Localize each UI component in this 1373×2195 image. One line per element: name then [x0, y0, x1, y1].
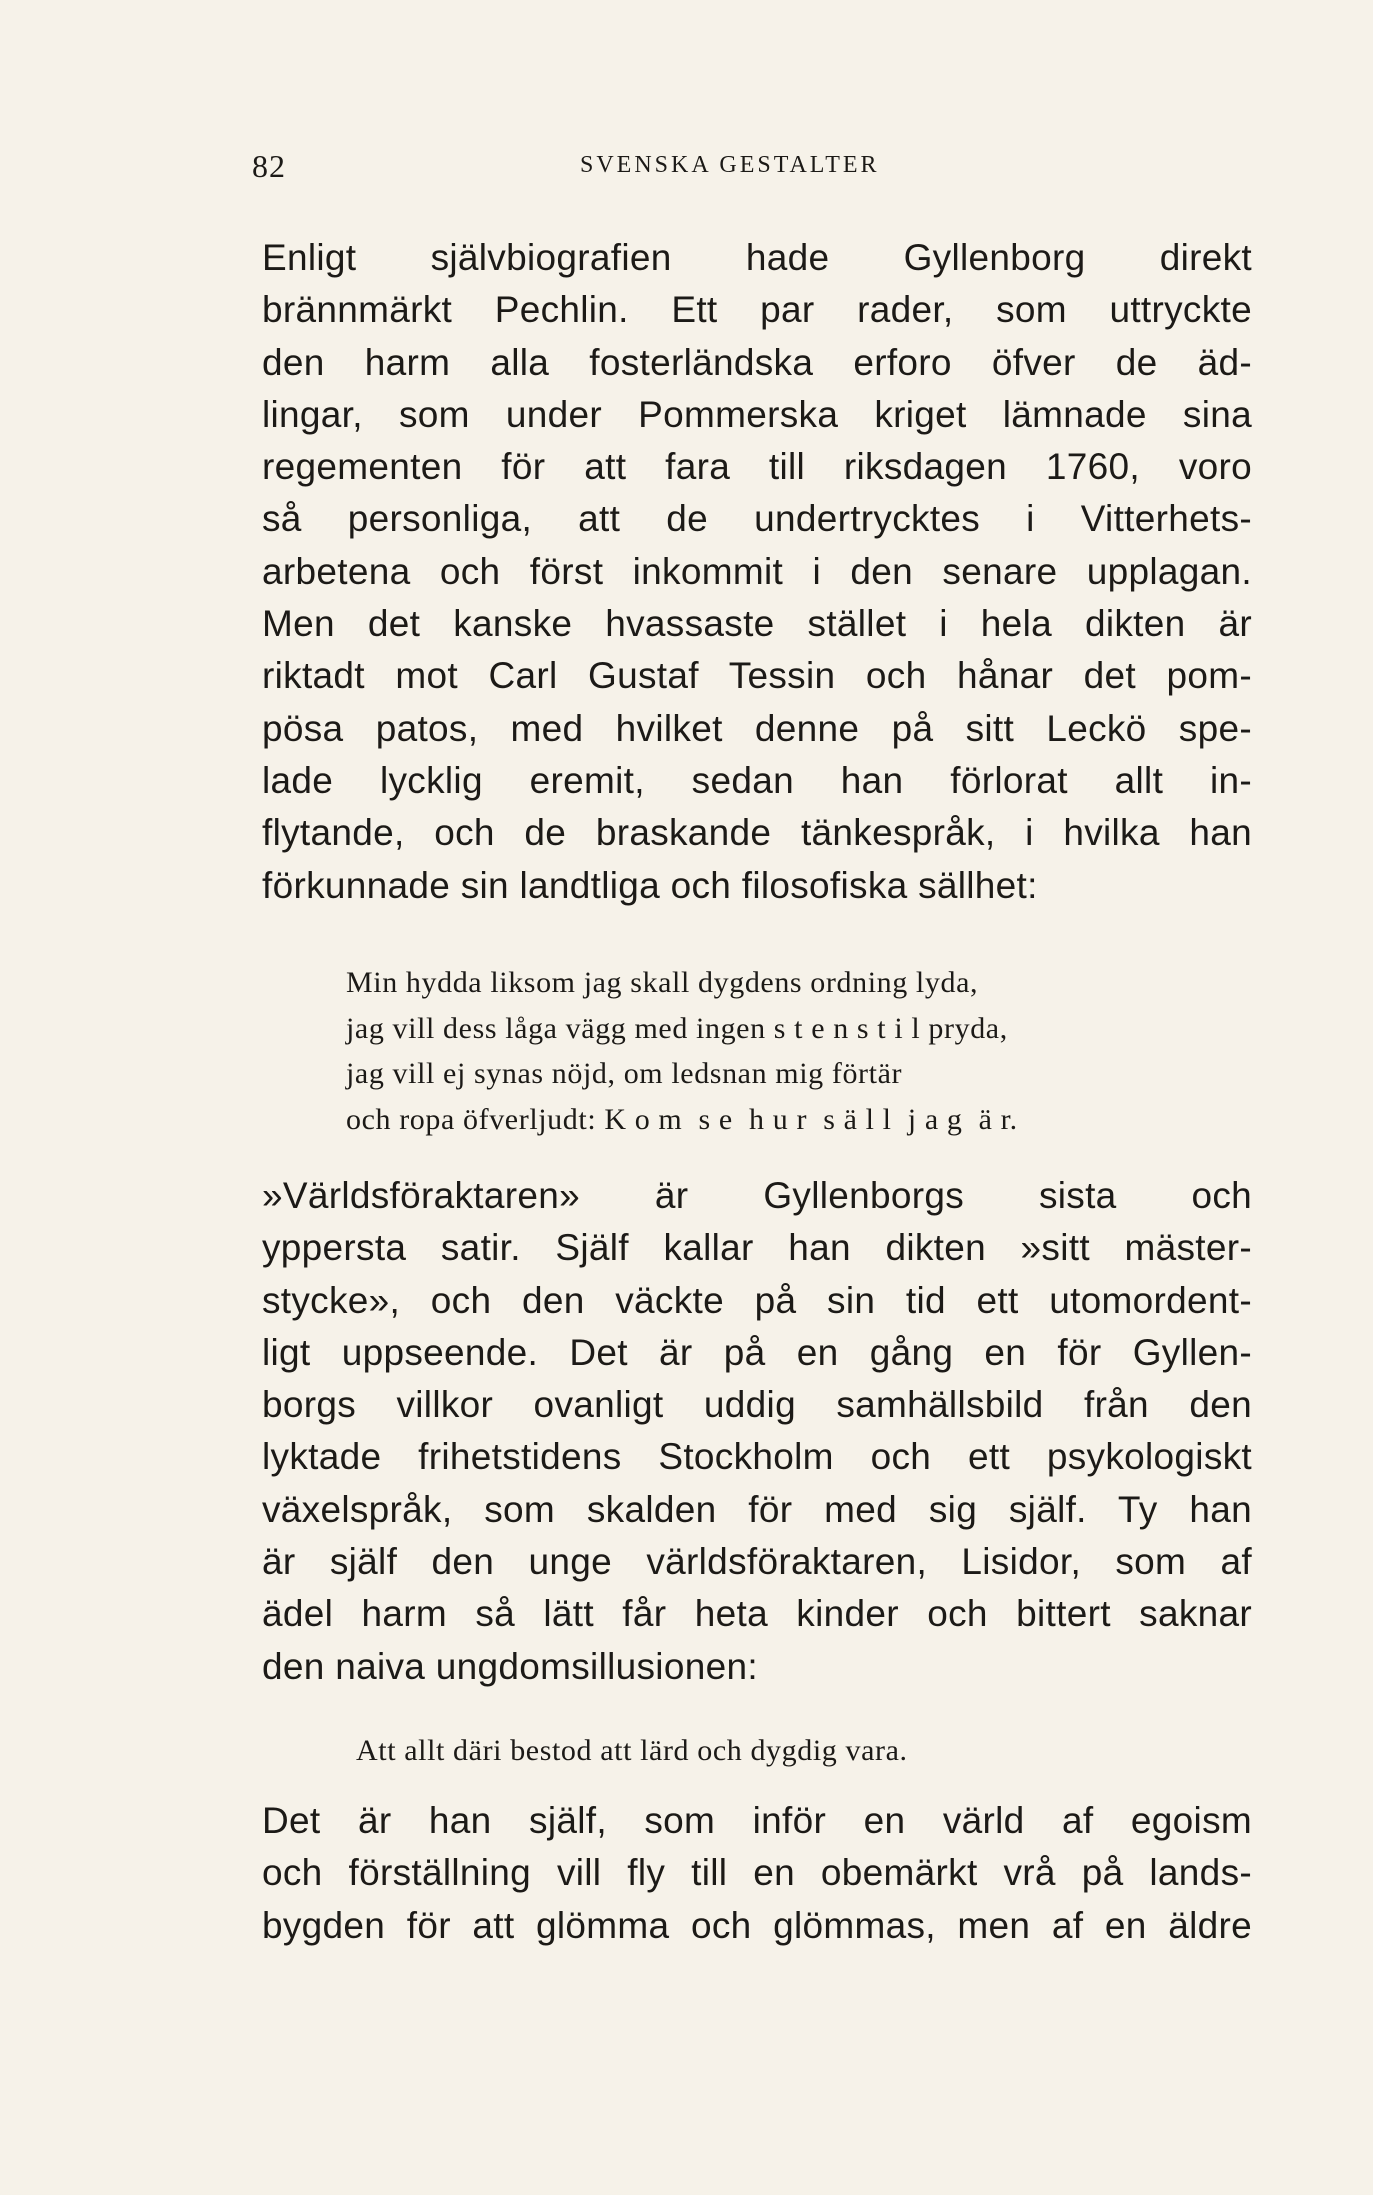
verse-line: Att allt däri bestod att lärd och dygdig vara.: [356, 1734, 908, 1767]
text-line: arbetena och först inkommit i den senare upplagan.: [262, 550, 1252, 592]
running-head: SVENSKA GESTALTER: [580, 152, 880, 178]
text-line: lyktade frihetstidens Stockholm och ett psykologiskt: [262, 1436, 1252, 1478]
text-line: så personliga, att de undertrycktes i Vitterhets-: [262, 498, 1252, 540]
verse-quote-2: [356, 1728, 1256, 1774]
verse-line: jag vill ej synas nöjd, om ledsnan mig förtär: [346, 1057, 903, 1091]
text-line: stycke», och den väckte på sin tid ett utomordent-: [262, 1279, 1252, 1321]
verse-line: Min hydda liksom jag skall dygdens ordning lyda,: [346, 966, 979, 999]
verse-quote-1: [346, 960, 1266, 1143]
text-line: är själf den unge världsföraktaren, Lisidor, som af: [262, 1541, 1252, 1583]
text-line: ädel harm så lätt får heta kinder och bittert saknar: [262, 1593, 1252, 1635]
paragraph-2: [262, 1170, 1252, 1693]
verse-line: och ropa öfverljudt: K o m s e h u r s ä l l j a g ä r.: [346, 1103, 1018, 1137]
text-line: pösa patos, med hvilket denne på sitt Leckö spe-: [262, 707, 1252, 749]
text-line: borgs villkor ovanligt uddig samhällsbild från den: [262, 1384, 1252, 1426]
text-line: regementen för att fara till riksdagen 1760, voro: [262, 446, 1252, 488]
verse-line: jag vill dess låga vägg med ingen s t e n s t i l pryda,: [346, 1011, 1008, 1045]
text-line: och förställning vill fly till en obemärkt vrå på lands-: [262, 1852, 1252, 1894]
text-line: flytande, och de braskande tänkespråk, i hvilka han: [262, 812, 1252, 854]
text-line: »Världsföraktaren» är Gyllenborgs sista och: [262, 1175, 1252, 1216]
text-line: Enligt självbiografien hade Gyllenborg direkt: [262, 237, 1252, 278]
paragraph-3: [262, 1795, 1252, 1952]
paragraph-1: [262, 232, 1252, 912]
text-line: den harm alla fosterländska erforo öfver de äd-: [262, 341, 1252, 383]
text-line: lade lycklig eremit, sedan han förlorat allt in-: [262, 759, 1252, 801]
text-line: Det är han själf, som inför en värld af egoism: [262, 1800, 1252, 1841]
page-header: [252, 148, 1252, 198]
text-line: ligt uppseende. Det är på en gång en för Gyllen-: [262, 1331, 1252, 1373]
page-number: 82: [252, 148, 286, 184]
text-line: förkunnade sin landtliga och filosofiska sällhet:: [262, 864, 1038, 906]
text-line: bygden för att glömma och glömmas, men af en äldre: [262, 1904, 1252, 1946]
text-line: Men det kanske hvassaste stället i hela dikten är: [262, 603, 1252, 645]
text-line: brännmärkt Pechlin. Ett par rader, som uttryckte: [262, 289, 1252, 331]
text-line: växelspråk, som skalden för med sig själf. Ty han: [262, 1488, 1252, 1530]
text-line: riktadt mot Carl Gustaf Tessin och hånar det pom-: [262, 655, 1252, 697]
text-line: lingar, som under Pommerska kriget lämnade sina: [262, 393, 1252, 435]
text-line: yppersta satir. Själf kallar han dikten »sitt mäster-: [262, 1227, 1252, 1269]
text-line: den naiva ungdomsillusionen:: [262, 1645, 758, 1687]
